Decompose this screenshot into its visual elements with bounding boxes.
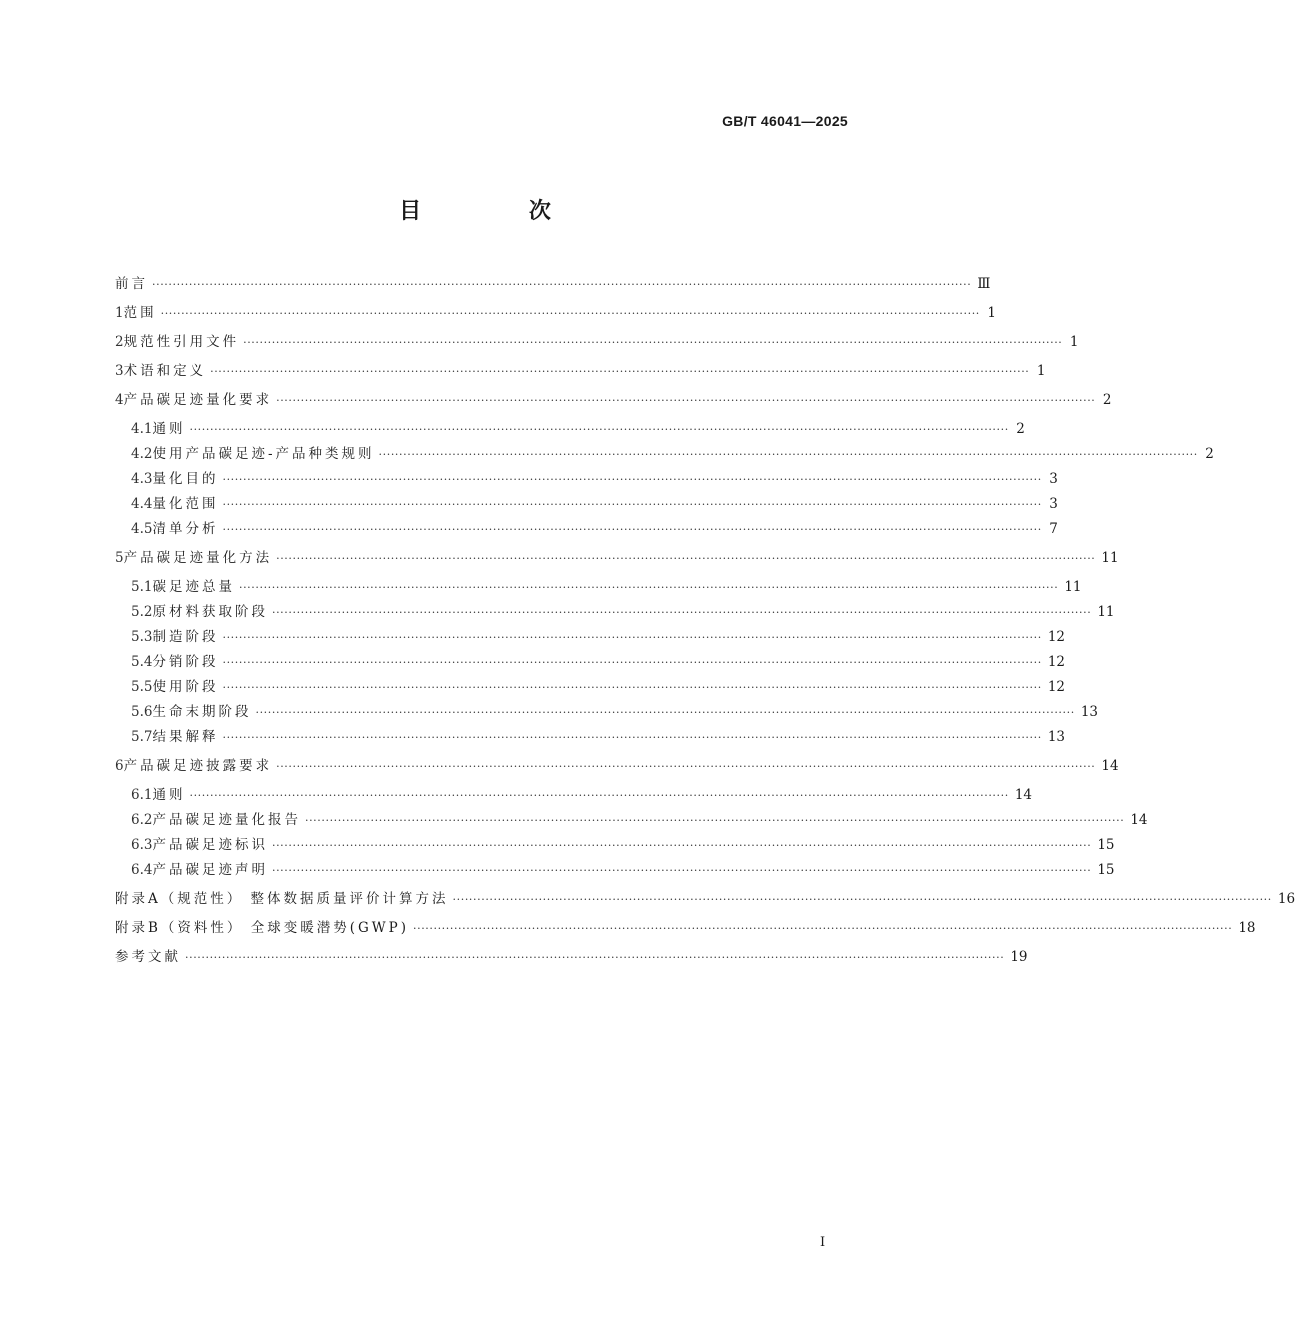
dot-leader: ········································································································································································································ <box>222 656 1042 669</box>
toc-entry-number: 5.7 <box>131 729 153 745</box>
toc-entry-label: 使用产品碳足迹-产品种类规则 <box>152 446 375 462</box>
dot-leader: ········································································································································································································ <box>271 606 1092 619</box>
toc-entry-number: 6 <box>115 758 124 774</box>
dot-leader: ········································································································································································································ <box>210 365 1030 378</box>
toc-entry-page: 7 <box>1049 521 1058 537</box>
toc-entry-label: 制造阶段 <box>152 629 219 645</box>
toc-entry-label: 原材料获取阶段 <box>152 604 268 620</box>
toc-entry-number: 1 <box>115 305 124 321</box>
dot-leader: ········································································································································································································ <box>276 760 1096 773</box>
toc-entry-number: 2 <box>115 334 124 350</box>
dot-leader: ········································································································································································································ <box>152 278 972 291</box>
toc-entry[interactable] <box>115 860 1115 881</box>
toc-entry[interactable] <box>115 469 1058 490</box>
toc-entry-label: 量化范围 <box>152 496 219 512</box>
toc-entry-number: 4.1 <box>131 421 153 437</box>
toc-entry-page: 14 <box>1130 812 1148 828</box>
toc-entry[interactable] <box>115 419 1025 440</box>
dot-leader: ········································································································································································································ <box>271 839 1092 852</box>
standard-code-header: GB/T 46041—2025 <box>722 113 848 129</box>
toc-entry[interactable] <box>115 627 1065 648</box>
toc-entry[interactable] <box>115 810 1148 831</box>
toc-entry-number: 5 <box>115 550 124 566</box>
toc-entry-label: 使用阶段 <box>152 679 219 695</box>
toc-entry-label: 参考文献 <box>115 949 181 965</box>
toc-entry[interactable] <box>115 947 1028 968</box>
toc-entry-label: 附录A（规范性） 整体数据质量评价计算方法 <box>115 891 449 907</box>
toc-entry[interactable] <box>115 602 1115 623</box>
toc-entry-number: 4.2 <box>131 446 153 462</box>
toc-entry[interactable] <box>115 727 1065 748</box>
toc-entry-page: Ⅲ <box>977 276 991 292</box>
toc-entry-label: 产品碳足迹标识 <box>152 837 268 853</box>
toc-entry-label: 分销阶段 <box>152 654 219 670</box>
dot-leader: ········································································································································································································ <box>255 706 1075 719</box>
toc-entry[interactable] <box>115 677 1065 698</box>
toc-entry-label: 通则 <box>152 421 186 437</box>
toc-entry-label: 规范性引用文件 <box>123 334 240 350</box>
dot-leader: ········································································································································································································ <box>222 473 1042 486</box>
toc-entry-page: 3 <box>1049 471 1058 487</box>
toc-entry-page: 1 <box>1069 334 1079 350</box>
toc-entry[interactable] <box>115 332 1079 353</box>
dot-leader: ········································································································································································································ <box>160 307 980 320</box>
toc-entry[interactable] <box>115 652 1065 673</box>
toc-entry-label: 产品碳足迹声明 <box>152 862 268 878</box>
toc-entry-label: 附录B（资料性） 全球变暖潜势(GWP) <box>115 920 409 936</box>
toc-entry-page: 12 <box>1047 629 1065 645</box>
toc-entry-label: 术语和定义 <box>123 363 207 379</box>
toc-entry-page: 14 <box>1014 787 1032 803</box>
dot-leader: ········································································································································································································ <box>243 336 1063 349</box>
dot-leader: ········································································································································································································ <box>189 789 1009 802</box>
toc-entry-number: 5.6 <box>131 704 153 720</box>
toc-entry[interactable] <box>115 444 1214 465</box>
toc-entry-label: 范围 <box>123 305 157 321</box>
table-of-contents <box>115 274 1295 976</box>
toc-entry-page: 2 <box>1102 392 1112 408</box>
dot-leader: ········································································································································································································ <box>222 681 1042 694</box>
toc-entry-page: 3 <box>1049 496 1058 512</box>
toc-entry[interactable] <box>115 577 1082 598</box>
dot-leader: ········································································································································································································ <box>222 523 1042 536</box>
page-number-footer: I <box>820 1235 826 1250</box>
toc-entry-page: 16 <box>1277 891 1295 907</box>
dot-leader: ········································································································································································································ <box>413 922 1233 935</box>
dot-leader: ········································································································································································································ <box>189 423 1009 436</box>
toc-entry-number: 5.5 <box>131 679 153 695</box>
toc-entry[interactable] <box>115 361 1046 382</box>
toc-entry[interactable] <box>115 756 1119 777</box>
toc-entry-number: 6.1 <box>131 787 153 803</box>
toc-entry[interactable] <box>115 274 991 295</box>
toc-entry-label: 通则 <box>152 787 186 803</box>
toc-entry-number: 3 <box>115 363 124 379</box>
toc-entry-page: 12 <box>1047 654 1065 670</box>
toc-entry-number: 5.4 <box>131 654 153 670</box>
dot-leader: ········································································································································································································ <box>185 951 1005 964</box>
toc-entry-number: 4.3 <box>131 471 153 487</box>
toc-entry[interactable] <box>115 835 1115 856</box>
toc-entry-label: 产品碳足迹量化报告 <box>152 812 301 828</box>
toc-entry[interactable] <box>115 702 1098 723</box>
toc-entry-label: 结果解释 <box>152 729 219 745</box>
toc-entry-number: 5.3 <box>131 629 153 645</box>
dot-leader: ········································································································································································································ <box>452 893 1272 906</box>
page-title: 目 次 <box>399 198 601 224</box>
dot-leader: ········································································································································································································ <box>276 552 1096 565</box>
dot-leader: ········································································································································································································ <box>304 814 1125 827</box>
toc-entry-label: 产品碳足迹披露要求 <box>123 758 273 774</box>
toc-entry-page: 18 <box>1238 920 1256 936</box>
toc-entry-page: 15 <box>1097 862 1115 878</box>
toc-entry-label: 产品碳足迹量化方法 <box>123 550 273 566</box>
toc-entry-page: 14 <box>1101 758 1119 774</box>
toc-entry-label: 量化目的 <box>152 471 219 487</box>
toc-entry-number: 4.4 <box>131 496 153 512</box>
toc-entry-number: 4 <box>115 392 124 408</box>
toc-entry-page: 11 <box>1097 604 1115 620</box>
toc-entry-number: 6.2 <box>131 812 153 828</box>
dot-leader: ········································································································································································································ <box>222 498 1042 511</box>
toc-entry-page: 11 <box>1064 579 1082 595</box>
toc-entry[interactable] <box>115 519 1058 540</box>
toc-entry-number: 5.1 <box>131 579 153 595</box>
dot-leader: ········································································································································································································ <box>238 581 1059 594</box>
toc-entry[interactable] <box>115 303 996 324</box>
dot-leader: ········································································································································································································ <box>222 731 1042 744</box>
dot-leader: ········································································································································································································ <box>276 394 1096 407</box>
toc-entry-label: 碳足迹总量 <box>152 579 235 595</box>
toc-entry-page: 1 <box>987 305 996 321</box>
toc-entry-page: 13 <box>1047 729 1065 745</box>
dot-leader: ········································································································································································································ <box>378 448 1198 461</box>
toc-entry[interactable] <box>115 889 1295 910</box>
toc-entry-number: 6.3 <box>131 837 153 853</box>
toc-entry-label: 清单分析 <box>152 521 219 537</box>
toc-entry-page: 12 <box>1047 679 1065 695</box>
toc-entry-page: 1 <box>1036 363 1046 379</box>
toc-entry-number: 6.4 <box>131 862 153 878</box>
toc-entry[interactable] <box>115 494 1058 515</box>
toc-entry-page: 11 <box>1101 550 1119 566</box>
toc-entry-number: 4.5 <box>131 521 153 537</box>
toc-entry-label: 产品碳足迹量化要求 <box>123 392 273 408</box>
toc-entry[interactable] <box>115 390 1112 411</box>
toc-entry[interactable] <box>115 918 1256 939</box>
toc-entry-label: 生命末期阶段 <box>152 704 252 720</box>
dot-leader: ········································································································································································································ <box>271 864 1092 877</box>
toc-entry-page: 15 <box>1097 837 1115 853</box>
dot-leader: ········································································································································································································ <box>222 631 1042 644</box>
toc-entry-page: 13 <box>1080 704 1098 720</box>
toc-entry-page: 19 <box>1010 949 1028 965</box>
toc-entry-page: 2 <box>1016 421 1025 437</box>
toc-entry-number: 5.2 <box>131 604 153 620</box>
toc-entry-page: 2 <box>1205 446 1214 462</box>
toc-entry-label: 前言 <box>115 276 148 292</box>
toc-entry[interactable] <box>115 548 1119 569</box>
toc-entry[interactable] <box>115 785 1032 806</box>
